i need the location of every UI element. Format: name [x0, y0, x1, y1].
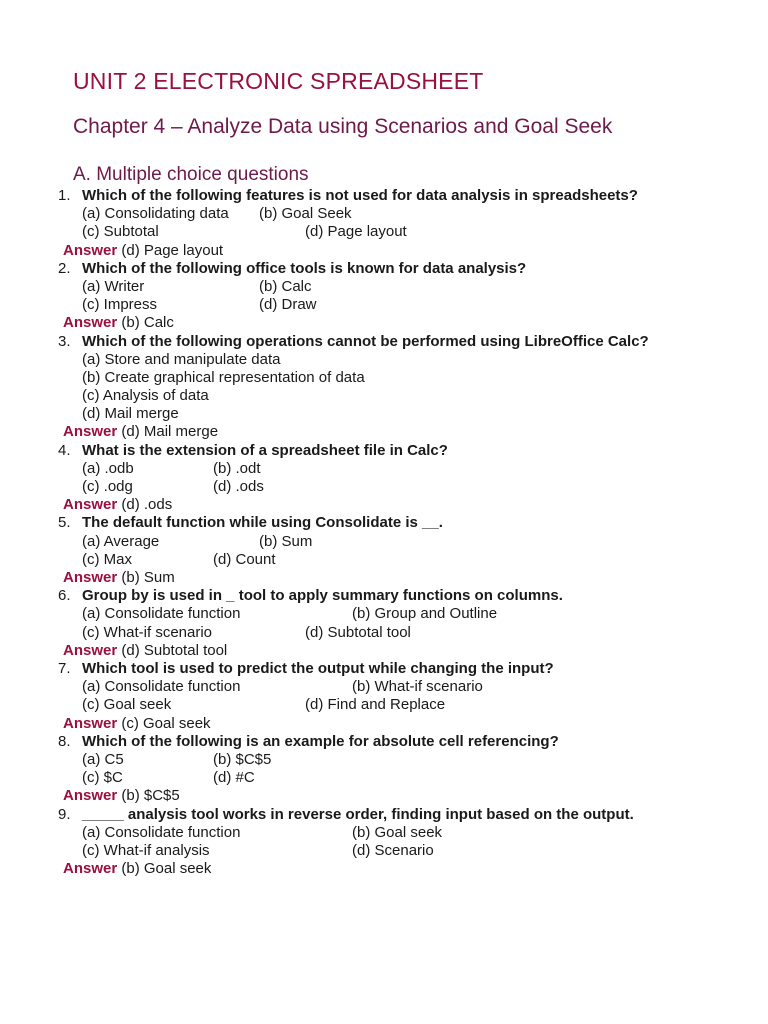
- answer-option: (c) What-if analysis: [82, 841, 210, 859]
- answer-option: (b) .odt: [213, 459, 261, 477]
- answer-option: (a) Consolidate function: [82, 605, 241, 623]
- answer-option: (a) Average: [82, 532, 160, 550]
- answer-option: (b) Create graphical representation of data: [82, 368, 365, 386]
- answer-option: (c) Analysis of data: [82, 387, 209, 405]
- question-text: [0, 587, 768, 605]
- option-row: [0, 624, 768, 642]
- answer-option: (c) Subtotal: [82, 223, 159, 241]
- answer-value: (d) Mail merge: [117, 423, 219, 441]
- answer-option: (c) Goal seek: [82, 696, 172, 714]
- question-item: [0, 660, 768, 733]
- question-stem: Which of the following operations cannot be performed using LibreOffice Calc?: [82, 332, 649, 350]
- answer-value: (b) Sum: [117, 569, 175, 587]
- question-item: [0, 806, 768, 879]
- question-item: [0, 733, 768, 806]
- chapter-title: Chapter 4 – Analyze Data using Scenarios and Goal Seek: [73, 115, 613, 138]
- option-row: [0, 769, 768, 787]
- question-number: 6.: [58, 587, 71, 605]
- answer-option: (d) Page layout: [305, 223, 407, 241]
- option-row: [0, 551, 768, 569]
- question-item: [0, 587, 768, 660]
- section-title: A. Multiple choice questions: [73, 164, 309, 185]
- answer-option: (b) Calc: [259, 277, 312, 295]
- answer-option: (a) Writer: [82, 277, 145, 295]
- answer-label: Answer: [63, 714, 118, 732]
- answer-option: (d) #C: [213, 769, 255, 787]
- question-item: [0, 260, 768, 333]
- question-number: 3.: [58, 332, 71, 350]
- option-row: [0, 369, 768, 387]
- answer-option: (d) Count: [213, 550, 276, 568]
- unit-title: UNIT 2 ELECTRONIC SPREADSHEET: [73, 68, 484, 94]
- answer-value: (d) Page layout: [117, 241, 224, 259]
- answer-value: (b) Calc: [117, 314, 174, 332]
- question-text: [0, 333, 768, 351]
- question-item: [0, 514, 768, 587]
- answer-option: (b) Sum: [259, 532, 313, 550]
- answer-line: [0, 787, 768, 805]
- question-stem: What is the extension of a spreadsheet file in Calc?: [82, 441, 448, 459]
- option-row: [0, 842, 768, 860]
- question-number: 5.: [58, 514, 71, 532]
- question-number: 9.: [58, 805, 71, 823]
- answer-value: (c) Goal seek: [117, 714, 211, 732]
- option-row: [0, 533, 768, 551]
- question-stem: _____ analysis tool works in reverse order, finding input based on the output.: [82, 805, 634, 823]
- answer-option: (a) Store and manipulate data: [82, 350, 281, 368]
- question-text: [0, 660, 768, 678]
- answer-option: (b) Group and Outline: [352, 605, 498, 623]
- answer-option: (c) Max: [82, 550, 132, 568]
- option-row: [0, 478, 768, 496]
- answer-option: (a) Consolidating data: [82, 205, 229, 223]
- question-item: [0, 333, 768, 442]
- answer-line: [0, 569, 768, 587]
- option-row: [0, 205, 768, 223]
- question-text: [0, 187, 768, 205]
- option-row: [0, 223, 768, 241]
- answer-option: (d) .ods: [213, 478, 264, 496]
- question-stem: Group by is used in _ tool to apply summary functions on columns.: [82, 587, 563, 605]
- option-row: [0, 678, 768, 696]
- question-stem: Which tool is used to predict the output while changing the input?: [82, 659, 554, 677]
- question-item: [0, 187, 768, 260]
- answer-option: (b) Goal seek: [352, 823, 443, 841]
- option-row: [0, 387, 768, 405]
- option-row: [0, 296, 768, 314]
- option-row: [0, 351, 768, 369]
- answer-option: (b) What-if scenario: [352, 678, 483, 696]
- answer-value: (b) $C$5: [117, 787, 180, 805]
- question-stem: Which of the following is an example for absolute cell referencing?: [82, 732, 559, 750]
- question-number: 4.: [58, 441, 71, 459]
- question-stem: Which of the following office tools is known for data analysis?: [82, 259, 527, 277]
- answer-option: (b) Goal Seek: [259, 205, 352, 223]
- option-row: [0, 751, 768, 769]
- answer-option: (a) C5: [82, 750, 124, 768]
- answer-value: (d) .ods: [117, 496, 173, 514]
- answer-line: [0, 314, 768, 332]
- question-item: [0, 442, 768, 515]
- answer-option: (a) Consolidate function: [82, 678, 241, 696]
- answer-option: (c) .odg: [82, 478, 133, 496]
- answer-option: (b) $C$5: [213, 750, 272, 768]
- option-row: [0, 605, 768, 623]
- answer-option: (c) What-if scenario: [82, 623, 213, 641]
- question-list: [0, 187, 768, 878]
- answer-label: Answer: [63, 787, 118, 805]
- answer-line: [0, 496, 768, 514]
- question-text: [0, 514, 768, 532]
- answer-label: Answer: [63, 641, 118, 659]
- answer-label: Answer: [63, 860, 118, 878]
- answer-line: [0, 242, 768, 260]
- option-row: [0, 824, 768, 842]
- question-text: [0, 442, 768, 460]
- question-number: 8.: [58, 732, 71, 750]
- answer-option: (a) .odb: [82, 459, 134, 477]
- answer-label: Answer: [63, 496, 118, 514]
- question-text: [0, 260, 768, 278]
- answer-option: (d) Subtotal tool: [305, 623, 411, 641]
- answer-option: (d) Mail merge: [82, 405, 179, 423]
- question-stem: The default function while using Consolidate is __.: [82, 514, 443, 532]
- answer-option: (c) Impress: [82, 296, 157, 314]
- answer-option: (a) Consolidate function: [82, 823, 241, 841]
- answer-value: (b) Goal seek: [117, 860, 212, 878]
- question-number: 2.: [58, 259, 71, 277]
- answer-line: [0, 715, 768, 733]
- answer-option: (d) Find and Replace: [305, 696, 446, 714]
- question-text: [0, 806, 768, 824]
- answer-label: Answer: [63, 569, 118, 587]
- answer-value: (d) Subtotal tool: [117, 641, 228, 659]
- question-text: [0, 733, 768, 751]
- option-row: [0, 460, 768, 478]
- option-row: [0, 278, 768, 296]
- answer-line: [0, 423, 768, 441]
- answer-label: Answer: [63, 241, 118, 259]
- answer-option: (d) Scenario: [352, 841, 434, 859]
- answer-line: [0, 860, 768, 878]
- answer-option: (c) $C: [82, 769, 123, 787]
- answer-option: (d) Draw: [259, 296, 317, 314]
- answer-label: Answer: [63, 423, 118, 441]
- question-number: 7.: [58, 659, 71, 677]
- answer-line: [0, 642, 768, 660]
- answer-label: Answer: [63, 314, 118, 332]
- question-stem: Which of the following features is not used for data analysis in spreadsheets?: [82, 187, 638, 204]
- option-row: [0, 405, 768, 423]
- option-row: [0, 696, 768, 714]
- question-number: 1.: [58, 187, 71, 204]
